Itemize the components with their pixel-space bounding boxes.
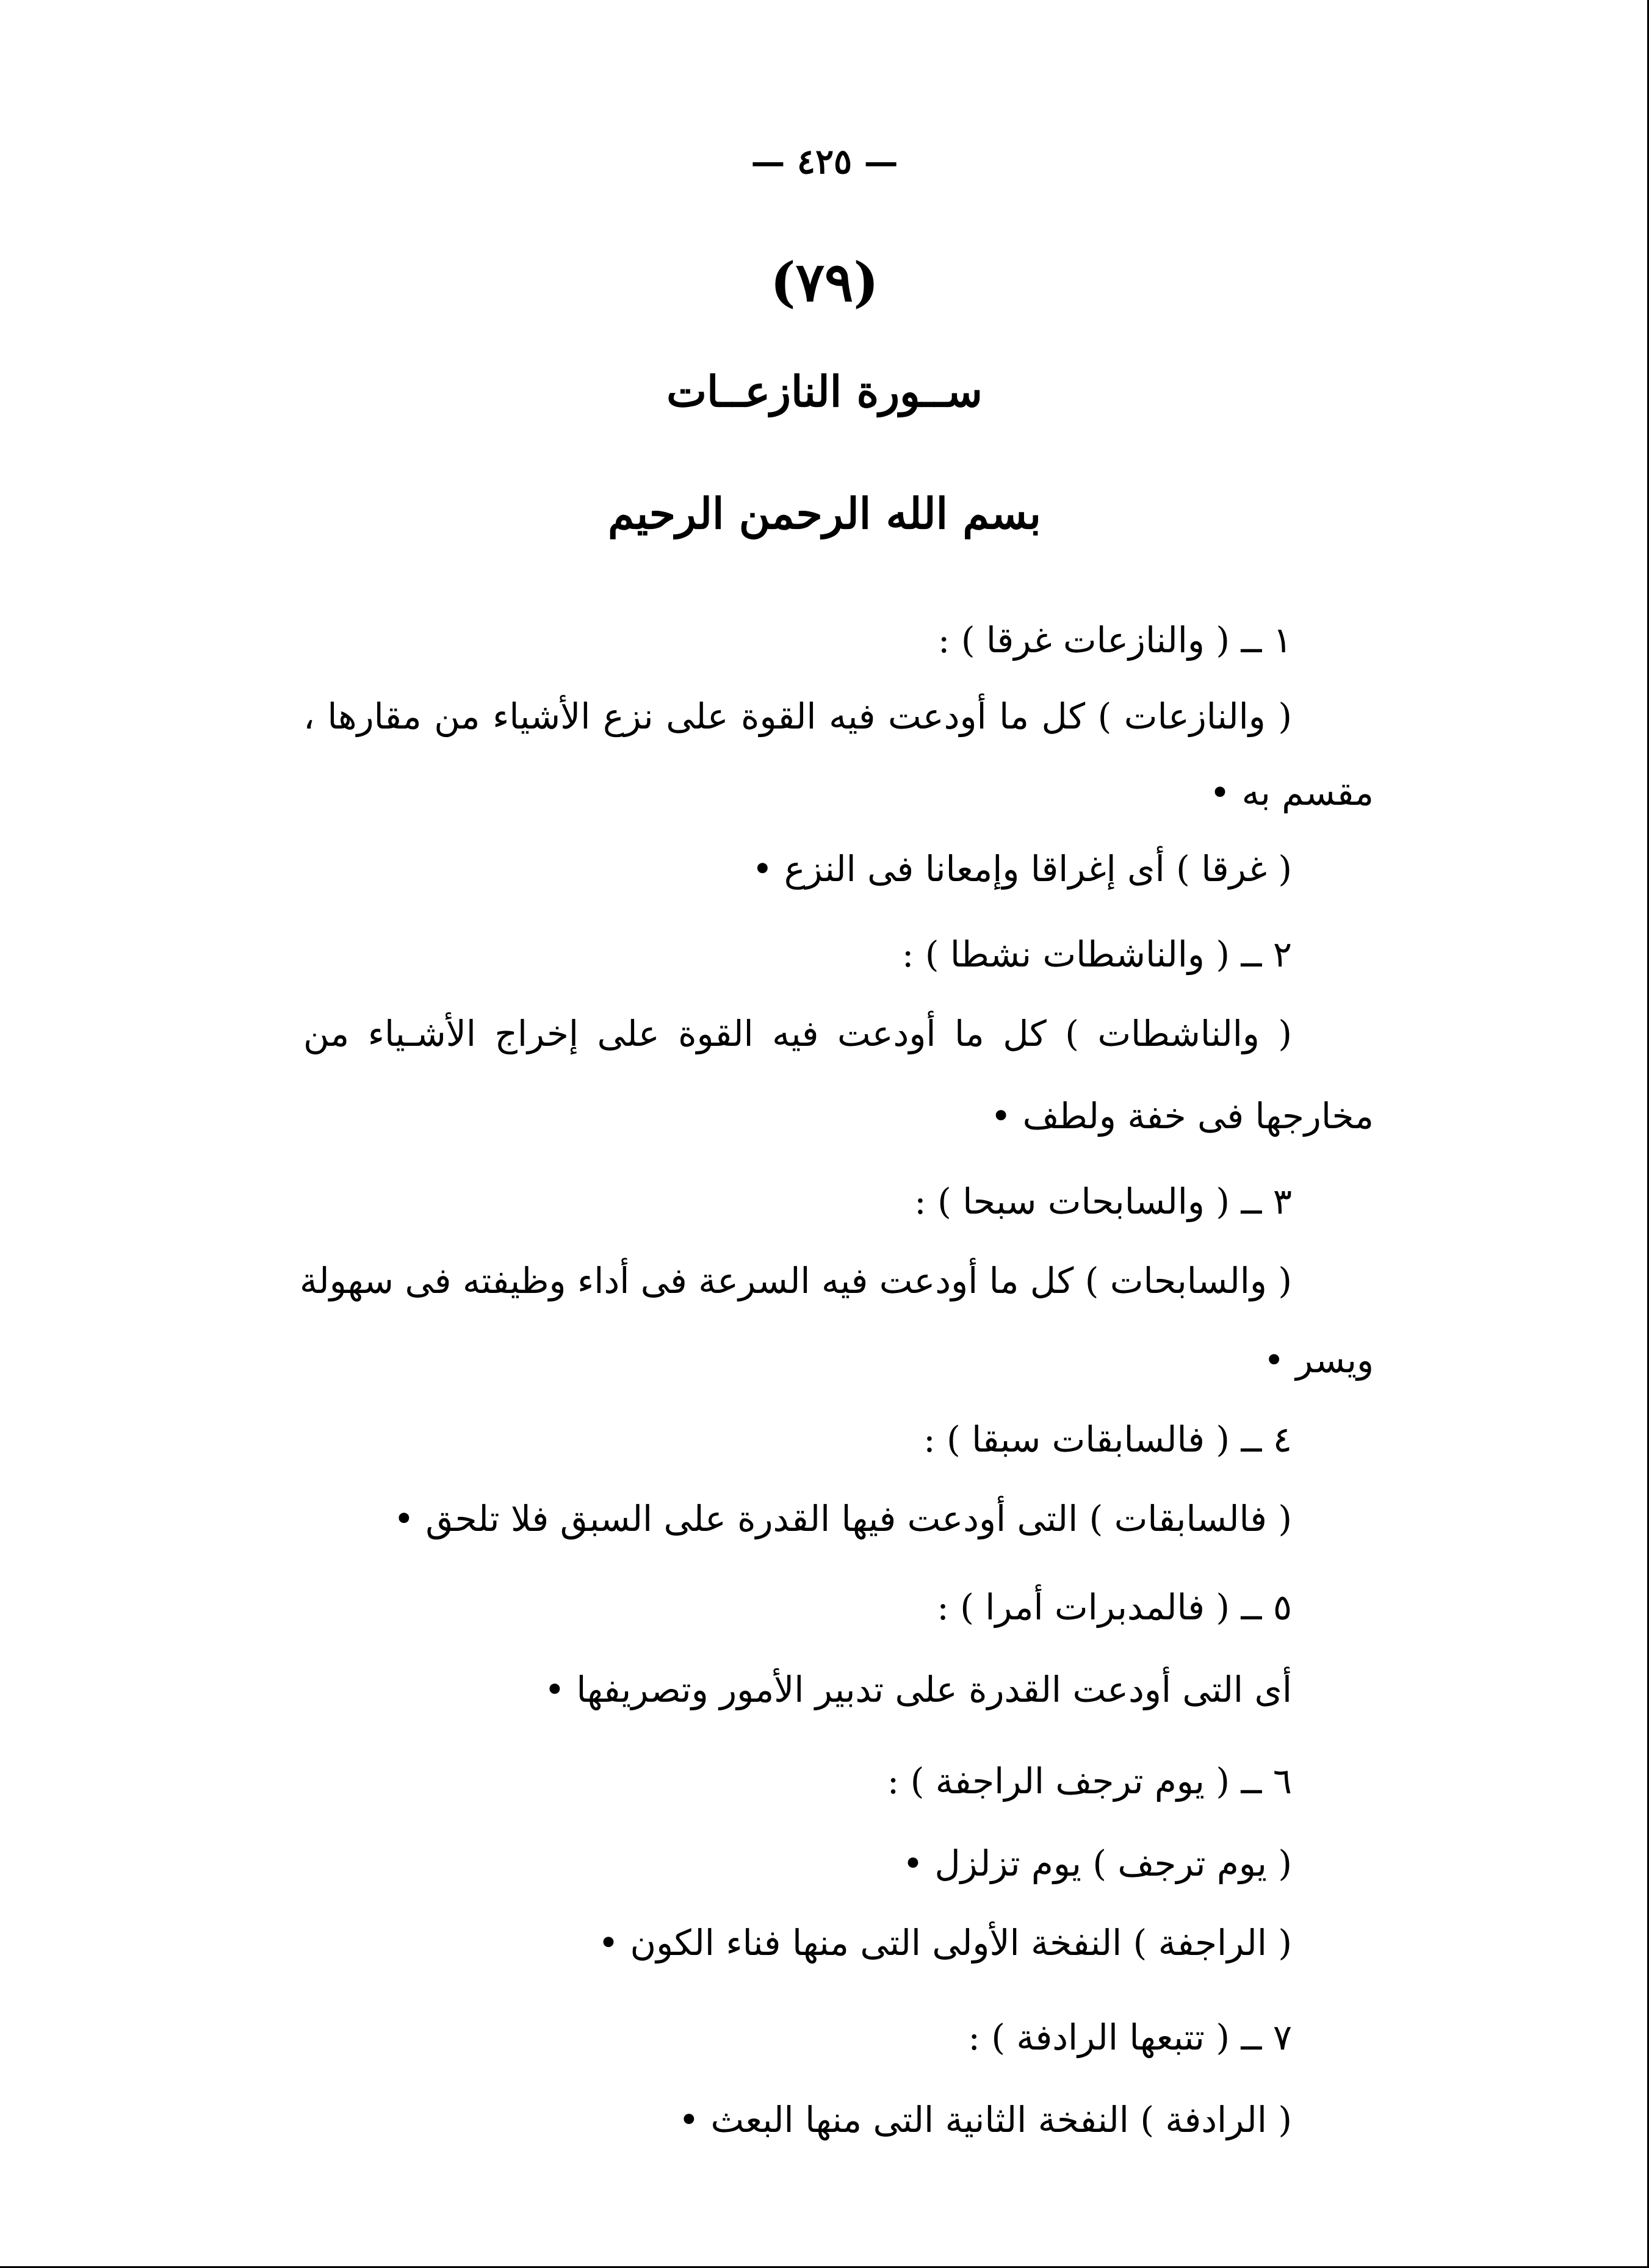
verse-heading-1: ١ ــ ( والنازعات غرقا ) : [937,619,1292,661]
commentary-line: مخارجها فى خفة ولطف • [990,1095,1374,1137]
commentary-line: ( فالسابقات ) التى أودعت فيها القدرة على السبق فلا تلحق • [393,1498,1292,1539]
commentary-line: ( غرقا ) أى إغراقا وإمعانا فى النزع • [752,848,1292,890]
commentary-line: ( يوم ترجف ) يوم تزلزل • [902,1843,1292,1884]
page-number: — ٤٢٥ — [751,142,898,182]
commentary-line: أى التى أودعت القدرة على تدبير الأمور وتصريفها • [544,1669,1292,1710]
verse-heading-6: ٦ ــ ( يوم ترجف الراجفة ) : [887,1760,1292,1802]
commentary-line: ( والنازعات ) كل ما أودعت فيه القوة على نزع الأشياء من مقارها ، [303,696,1292,737]
commentary-line: ( والسابحات ) كل ما أودعت فيه السرعة فى أداء وظيفته فى سهولة [299,1260,1292,1301]
commentary-line: ويسر • [1263,1339,1374,1381]
commentary-line: مقسم به • [1209,772,1374,813]
commentary-line: ( الراجفة ) النفخة الأولى التى منها فناء الكون • [597,1922,1292,1964]
verse-heading-3: ٣ ــ ( والسابحات سبحا ) : [914,1181,1292,1222]
verse-heading-4: ٤ ــ ( فالسابقات سبقا ) : [923,1419,1292,1460]
surah-title: ســورة النازعــات [666,366,983,417]
verse-heading-2: ٢ ــ ( والناشطات نشطا ) : [901,934,1292,975]
commentary-line: ( الرادفة ) النفخة الثانية التى منها البعث • [678,2099,1292,2140]
commentary-line: ( والناشطات ) كل ما أودعت فيه القوة على إخراج الأشـياء من [303,1013,1292,1054]
verse-heading-7: ٧ ــ ( تتبعها الرادفة ) : [968,2017,1292,2058]
verse-heading-5: ٥ ــ ( فالمدبرات أمرا ) : [937,1586,1292,1628]
surah-number: (٧٩) [770,250,879,314]
basmala: بسم الله الرحمن الرحيم [608,488,1041,539]
